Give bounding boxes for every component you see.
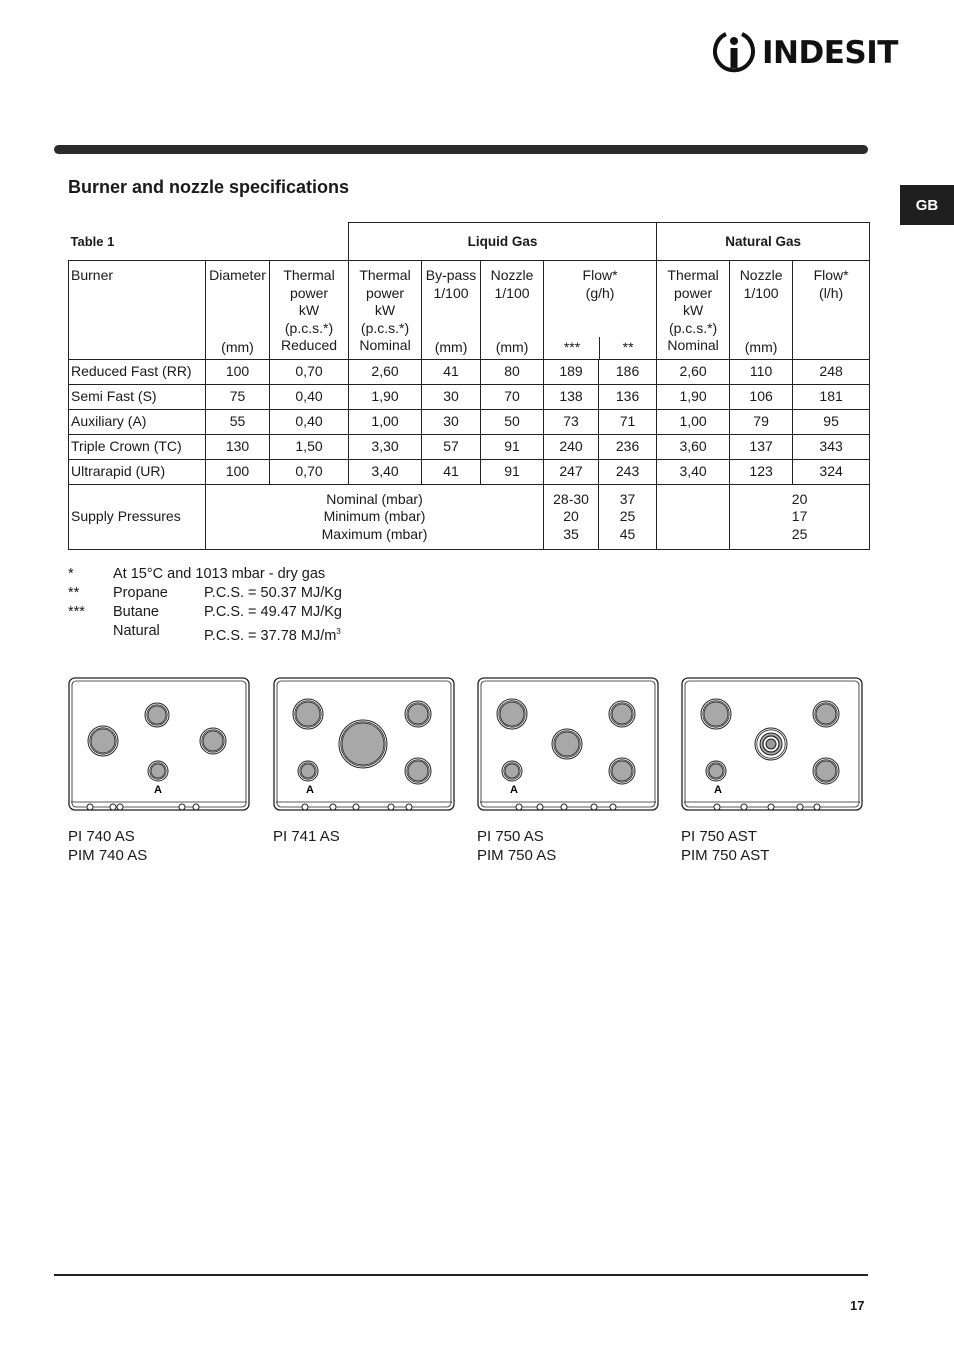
burner-icon — [701, 699, 731, 729]
cell-nat-tp: 1,00 — [657, 410, 730, 435]
burner-icon — [497, 699, 527, 729]
nozzle-header: Nozzle 1/100 (mm) — [481, 261, 544, 360]
cell-flow-butane: 138 — [544, 385, 599, 410]
control-knob-icon — [797, 804, 803, 810]
cell-bypass: 57 — [422, 435, 481, 460]
indesit-logo — [712, 30, 898, 76]
burner-icon — [609, 701, 635, 727]
supply-empty-cell — [657, 485, 730, 550]
cell-flow-butane: 189 — [544, 360, 599, 385]
hob-outline — [273, 676, 455, 812]
burner-name: Auxiliary (A) — [69, 410, 206, 435]
natural-gas-header: Natural Gas — [657, 223, 870, 261]
cell-bypass: 30 — [422, 410, 481, 435]
burner-icon — [405, 701, 431, 727]
page-number: 17 — [850, 1298, 865, 1313]
control-knob-icon — [561, 804, 567, 810]
hob-model-names — [681, 827, 769, 865]
burner-icon — [813, 758, 839, 784]
logo-i-emblem-icon — [712, 30, 756, 76]
cell-tp-nominal: 1,90 — [349, 385, 422, 410]
hob-model-names — [68, 827, 147, 865]
cell-nozzle: 80 — [481, 360, 544, 385]
model-name: PIM 740 AS — [68, 847, 148, 864]
cell-flow-butane: 247 — [544, 460, 599, 485]
hob-outline — [681, 676, 863, 812]
hob-diagram — [477, 676, 659, 812]
cell-flow-propane: 71 — [599, 410, 657, 435]
cell-flow-propane: 243 — [599, 460, 657, 485]
model-name: PIM 750 AS — [477, 847, 557, 864]
cell-nozzle: 70 — [481, 385, 544, 410]
supply-labels: Nominal (mbar) Minimum (mbar) Maximum (mbar) — [206, 485, 544, 550]
cell-bypass: 41 — [422, 460, 481, 485]
table-row — [69, 460, 870, 485]
burner-marker-label: A — [510, 784, 518, 796]
burner-icon — [200, 728, 226, 754]
natural-thermal-power-header: Thermal power kW (p.c.s.*) Nominal — [657, 261, 730, 360]
supply-butane: 28-30 20 35 — [544, 485, 599, 550]
burner-icon — [298, 761, 318, 781]
cell-diameter: 100 — [206, 460, 270, 485]
control-knob-icon — [193, 804, 199, 810]
language-tab: GB — [900, 185, 954, 225]
cell-flow-propane: 136 — [599, 385, 657, 410]
supply-label: Supply Pressures — [69, 485, 206, 550]
control-knob-icon — [87, 804, 93, 810]
cell-nat-flow: 95 — [793, 410, 870, 435]
control-knob-icon — [179, 804, 185, 810]
cell-nat-nozzle: 137 — [730, 435, 793, 460]
cell-flow-butane: 240 — [544, 435, 599, 460]
burner-name: Reduced Fast (RR) — [69, 360, 206, 385]
model-name: PI 750 AST — [681, 828, 757, 845]
cell-nat-nozzle: 123 — [730, 460, 793, 485]
table-row — [69, 410, 870, 435]
natural-flow-header: Flow* (l/h) — [793, 261, 870, 360]
burner-icon — [293, 699, 323, 729]
model-name: PI 750 AS — [477, 828, 544, 845]
burner-icon — [339, 720, 387, 768]
cell-nat-tp: 1,90 — [657, 385, 730, 410]
hob-model-names — [477, 827, 556, 865]
brand-name: INDESIT — [762, 35, 898, 71]
control-knob-icon — [330, 804, 336, 810]
cell-nat-nozzle: 110 — [730, 360, 793, 385]
cell-flow-propane: 186 — [599, 360, 657, 385]
burner-marker-label: A — [154, 784, 162, 796]
cell-diameter: 75 — [206, 385, 270, 410]
model-name: PI 741 AS — [273, 828, 340, 845]
burner-icon — [706, 761, 726, 781]
cell-diameter: 130 — [206, 435, 270, 460]
control-knob-icon — [591, 804, 597, 810]
table-row — [69, 435, 870, 460]
control-knob-icon — [610, 804, 616, 810]
burner-icon — [755, 728, 787, 760]
control-knob-icon — [814, 804, 820, 810]
model-name: PI 740 AS — [68, 828, 135, 845]
bypass-header: By-pass 1/100 (mm) — [422, 261, 481, 360]
cell-flow-butane: 73 — [544, 410, 599, 435]
cell-tp-nominal: 2,60 — [349, 360, 422, 385]
cell-diameter: 55 — [206, 410, 270, 435]
burner-icon — [813, 701, 839, 727]
section-title: Burner and nozzle specifications — [68, 177, 350, 197]
control-knob-icon — [537, 804, 543, 810]
burner-marker-label: A — [714, 784, 722, 796]
cell-nat-flow: 343 — [793, 435, 870, 460]
burner-icon — [552, 729, 582, 759]
burner-icon — [148, 761, 168, 781]
cell-nat-nozzle: 79 — [730, 410, 793, 435]
control-knob-icon — [110, 804, 116, 810]
cell-bypass: 41 — [422, 360, 481, 385]
hob-diagram — [273, 676, 455, 812]
burner-icon — [405, 758, 431, 784]
flow-propane-subheader: ** — [599, 337, 656, 359]
burner-header: Burner — [69, 261, 206, 360]
spec-table — [68, 222, 870, 550]
burner-icon — [145, 703, 169, 727]
flow-butane-subheader: *** — [563, 339, 581, 355]
burner-name: Triple Crown (TC) — [69, 435, 206, 460]
cell-nat-flow: 248 — [793, 360, 870, 385]
diameter-header: Diameter (mm) — [206, 261, 270, 360]
burner-name: Semi Fast (S) — [69, 385, 206, 410]
cell-nat-tp: 3,40 — [657, 460, 730, 485]
table-row — [69, 385, 870, 410]
burner-name: Ultrarapid (UR) — [69, 460, 206, 485]
burner-marker-label: A — [306, 784, 314, 796]
hob-outline — [68, 676, 250, 812]
thermal-power-nominal-header: Thermal power kW (p.c.s.*) Nominal — [349, 261, 422, 360]
natural-nozzle-header: Nozzle 1/100 (mm) — [730, 261, 793, 360]
footer-rule — [54, 1274, 868, 1276]
control-knob-icon — [353, 804, 359, 810]
flow-gh-header: Flow* (g/h) *** ** — [544, 261, 657, 360]
cell-nozzle: 50 — [481, 410, 544, 435]
cell-tp-reduced: 0,40 — [270, 410, 349, 435]
burner-icon — [502, 761, 522, 781]
cell-bypass: 30 — [422, 385, 481, 410]
cell-nozzle: 91 — [481, 435, 544, 460]
table-row — [69, 360, 870, 385]
cell-nozzle: 91 — [481, 460, 544, 485]
control-knob-icon — [117, 804, 123, 810]
cell-tp-reduced: 0,70 — [270, 360, 349, 385]
cell-tp-nominal: 3,30 — [349, 435, 422, 460]
control-knob-icon — [741, 804, 747, 810]
header-rule — [54, 145, 868, 154]
supply-natural: 20 17 25 — [730, 485, 870, 550]
supply-propane: 37 25 45 — [599, 485, 657, 550]
supply-pressures-row — [69, 485, 870, 550]
control-knob-icon — [768, 804, 774, 810]
liquid-gas-header: Liquid Gas — [349, 223, 657, 261]
control-knob-icon — [714, 804, 720, 810]
burner-icon — [88, 726, 118, 756]
cell-flow-propane: 236 — [599, 435, 657, 460]
control-knob-icon — [516, 804, 522, 810]
hob-outline — [477, 676, 659, 812]
cell-tp-nominal: 3,40 — [349, 460, 422, 485]
cell-tp-reduced: 0,70 — [270, 460, 349, 485]
cell-nat-tp: 2,60 — [657, 360, 730, 385]
cell-nat-flow: 324 — [793, 460, 870, 485]
cell-tp-reduced: 1,50 — [270, 435, 349, 460]
hob-model-names — [273, 827, 340, 846]
cell-nat-nozzle: 106 — [730, 385, 793, 410]
table-label: Table 1 — [69, 223, 349, 261]
control-knob-icon — [406, 804, 412, 810]
thermal-power-reduced-header: Thermal power kW (p.c.s.*) Reduced — [270, 261, 349, 360]
cell-tp-nominal: 1,00 — [349, 410, 422, 435]
control-knob-icon — [388, 804, 394, 810]
cell-nat-flow: 181 — [793, 385, 870, 410]
model-name: PIM 750 AST — [681, 847, 770, 864]
hob-diagram — [68, 676, 250, 812]
cell-nat-tp: 3,60 — [657, 435, 730, 460]
hob-diagram — [681, 676, 863, 812]
burner-icon — [609, 758, 635, 784]
control-knob-icon — [302, 804, 308, 810]
cell-tp-reduced: 0,40 — [270, 385, 349, 410]
cell-diameter: 100 — [206, 360, 270, 385]
